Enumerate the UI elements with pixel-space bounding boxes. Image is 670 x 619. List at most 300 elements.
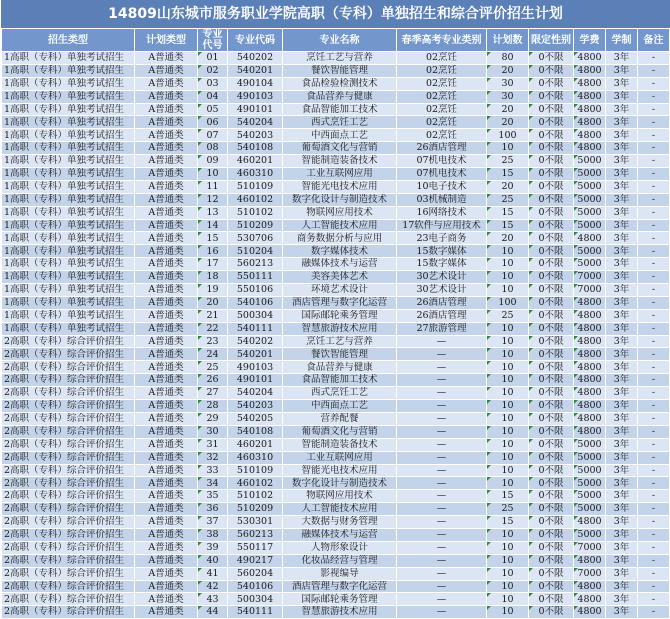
cell-major-code: 540201 xyxy=(228,348,283,361)
cell-plan-count: 10 xyxy=(487,258,529,271)
cell-plan-type: A普通类 xyxy=(135,554,198,567)
cell-major-code: 510102 xyxy=(228,490,283,503)
col-header-tuition: 学费 xyxy=(574,29,606,52)
cell-spring-category: — xyxy=(397,361,487,374)
cell-major-name: 国际邮轮乘务管理 xyxy=(283,309,397,322)
cell-enroll-type: 2高职（专科）综合评价招生 xyxy=(2,541,135,554)
table-row xyxy=(2,296,670,309)
table-row xyxy=(2,219,670,232)
cell-tuition: 4800 xyxy=(574,412,606,425)
cell-major-code: 510109 xyxy=(228,180,283,193)
table-row xyxy=(2,155,670,168)
cell-major-name: 葡萄酒文化与营销 xyxy=(283,142,397,155)
cell-tuition: 4800 xyxy=(574,322,606,335)
cell-major-code: 490103 xyxy=(228,90,283,103)
cell-remark: - xyxy=(638,193,670,206)
cell-remark: - xyxy=(638,129,670,142)
cell-major-name: 物联网应用技术 xyxy=(283,490,397,503)
cell-tuition: 5000 xyxy=(574,219,606,232)
cell-remark: - xyxy=(638,348,670,361)
cell-duration: 3年 xyxy=(606,451,638,464)
cell-major-name: 融媒体技术与运营 xyxy=(283,528,397,541)
col-header-gender: 限定性别 xyxy=(529,29,574,52)
cell-enroll-type: 2高职（专科）综合评价招生 xyxy=(2,412,135,425)
table-row xyxy=(2,193,670,206)
cell-major-no: 21 xyxy=(198,309,228,322)
cell-plan-type: A普通类 xyxy=(135,400,198,413)
cell-duration: 3年 xyxy=(606,400,638,413)
cell-plan-count: 10 xyxy=(487,374,529,387)
cell-gender: 0不限 xyxy=(529,503,574,516)
cell-plan-count: 10 xyxy=(487,245,529,258)
table-row xyxy=(2,387,670,400)
cell-tuition: 7000 xyxy=(574,541,606,554)
cell-major-no: 18 xyxy=(198,271,228,284)
cell-major-code: 530301 xyxy=(228,516,283,529)
cell-spring-category: — xyxy=(397,490,487,503)
cell-plan-type: A普通类 xyxy=(135,258,198,271)
cell-enroll-type: 1高职（专科）单独考试招生 xyxy=(2,129,135,142)
cell-major-name: 物联网应用技术 xyxy=(283,206,397,219)
cell-major-no: 24 xyxy=(198,348,228,361)
col-header-plan-type: 计划类型 xyxy=(135,29,198,52)
cell-plan-count: 20 xyxy=(487,116,529,129)
cell-gender: 0不限 xyxy=(529,77,574,90)
cell-major-code: 510204 xyxy=(228,245,283,258)
cell-enroll-type: 1高职（专科）单独考试招生 xyxy=(2,180,135,193)
cell-enroll-type: 2高职（专科）综合评价招生 xyxy=(2,554,135,567)
cell-major-name: 西式烹饪工艺 xyxy=(283,116,397,129)
cell-tuition: 5000 xyxy=(574,245,606,258)
cell-remark: - xyxy=(638,374,670,387)
cell-major-name: 食品营养与健康 xyxy=(283,361,397,374)
cell-tuition: 4800 xyxy=(574,348,606,361)
cell-tuition: 4800 xyxy=(574,516,606,529)
cell-tuition: 5000 xyxy=(574,490,606,503)
cell-major-code: 550117 xyxy=(228,541,283,554)
cell-plan-type: A普通类 xyxy=(135,193,198,206)
cell-remark: - xyxy=(638,580,670,593)
cell-enroll-type: 1高职（专科）单独考试招生 xyxy=(2,90,135,103)
cell-major-no: 03 xyxy=(198,77,228,90)
table-row xyxy=(2,309,670,322)
cell-spring-category: — xyxy=(397,554,487,567)
cell-major-no: 12 xyxy=(198,193,228,206)
cell-plan-count: 10 xyxy=(487,554,529,567)
table-body xyxy=(2,52,670,619)
cell-major-name: 营养配餐 xyxy=(283,412,397,425)
cell-tuition: 4800 xyxy=(574,554,606,567)
cell-duration: 3年 xyxy=(606,245,638,258)
cell-duration: 3年 xyxy=(606,142,638,155)
cell-spring-category: 02烹饪 xyxy=(397,64,487,77)
cell-enroll-type: 1高职（专科）单独考试招生 xyxy=(2,77,135,90)
cell-plan-count: 100 xyxy=(487,296,529,309)
cell-remark: - xyxy=(638,206,670,219)
cell-duration: 3年 xyxy=(606,271,638,284)
cell-gender: 0不限 xyxy=(529,438,574,451)
table-row xyxy=(2,490,670,503)
cell-plan-count: 20 xyxy=(487,103,529,116)
cell-remark: - xyxy=(638,90,670,103)
cell-plan-type: A普通类 xyxy=(135,606,198,619)
cell-plan-type: A普通类 xyxy=(135,116,198,129)
cell-spring-category: 07机电技术 xyxy=(397,168,487,181)
cell-plan-type: A普通类 xyxy=(135,541,198,554)
cell-gender: 0不限 xyxy=(529,193,574,206)
cell-spring-category: 30艺术设计 xyxy=(397,284,487,297)
table-row xyxy=(2,245,670,258)
cell-enroll-type: 2高职（专科）综合评价招生 xyxy=(2,387,135,400)
cell-plan-type: A普通类 xyxy=(135,490,198,503)
cell-remark: - xyxy=(638,232,670,245)
cell-spring-category: — xyxy=(397,541,487,554)
cell-enroll-type: 1高职（专科）单独考试招生 xyxy=(2,168,135,181)
cell-plan-type: A普通类 xyxy=(135,425,198,438)
cell-tuition: 5000 xyxy=(574,477,606,490)
table-row xyxy=(2,528,670,541)
cell-plan-type: A普通类 xyxy=(135,77,198,90)
cell-major-no: 30 xyxy=(198,425,228,438)
cell-major-no: 41 xyxy=(198,567,228,580)
table-row xyxy=(2,180,670,193)
cell-plan-type: A普通类 xyxy=(135,374,198,387)
cell-tuition: 5000 xyxy=(574,193,606,206)
cell-major-no: 31 xyxy=(198,438,228,451)
cell-major-no: 05 xyxy=(198,103,228,116)
cell-gender: 0不限 xyxy=(529,232,574,245)
cell-major-code: 510209 xyxy=(228,219,283,232)
cell-spring-category: — xyxy=(397,400,487,413)
cell-tuition: 7000 xyxy=(574,284,606,297)
cell-tuition: 4800 xyxy=(574,77,606,90)
cell-major-code: 540111 xyxy=(228,322,283,335)
table-row xyxy=(2,90,670,103)
cell-remark: - xyxy=(638,116,670,129)
cell-plan-count: 10 xyxy=(487,335,529,348)
cell-major-no: 36 xyxy=(198,503,228,516)
cell-duration: 3年 xyxy=(606,412,638,425)
cell-enroll-type: 2高职（专科）综合评价招生 xyxy=(2,438,135,451)
cell-major-no: 09 xyxy=(198,155,228,168)
table-row xyxy=(2,412,670,425)
cell-plan-count: 10 xyxy=(487,361,529,374)
cell-tuition: 4800 xyxy=(574,103,606,116)
cell-major-no: 38 xyxy=(198,528,228,541)
table-row xyxy=(2,451,670,464)
cell-remark: - xyxy=(638,155,670,168)
cell-plan-type: A普通类 xyxy=(135,593,198,606)
cell-plan-count: 20 xyxy=(487,232,529,245)
cell-plan-count: 80 xyxy=(487,52,529,65)
cell-plan-type: A普通类 xyxy=(135,451,198,464)
cell-spring-category: 30艺术设计 xyxy=(397,271,487,284)
cell-major-name: 商务数据分析与应用 xyxy=(283,232,397,245)
cell-gender: 0不限 xyxy=(529,142,574,155)
cell-tuition: 4800 xyxy=(574,296,606,309)
cell-duration: 3年 xyxy=(606,387,638,400)
cell-duration: 3年 xyxy=(606,284,638,297)
cell-remark: - xyxy=(638,180,670,193)
cell-spring-category: 07机电技术 xyxy=(397,155,487,168)
cell-spring-category: — xyxy=(397,451,487,464)
cell-spring-category: — xyxy=(397,606,487,619)
cell-enroll-type: 1高职（专科）单独考试招生 xyxy=(2,245,135,258)
table-row xyxy=(2,580,670,593)
enrollment-plan-table xyxy=(1,0,670,619)
cell-spring-category: 02烹饪 xyxy=(397,77,487,90)
cell-major-no: 43 xyxy=(198,593,228,606)
cell-spring-category: 10电子技术 xyxy=(397,180,487,193)
cell-duration: 3年 xyxy=(606,567,638,580)
table-row xyxy=(2,567,670,580)
cell-major-no: 23 xyxy=(198,335,228,348)
cell-major-code: 540204 xyxy=(228,387,283,400)
cell-plan-count: 30 xyxy=(487,77,529,90)
table-row xyxy=(2,232,670,245)
cell-gender: 0不限 xyxy=(529,180,574,193)
cell-spring-category: 26酒店管理 xyxy=(397,309,487,322)
cell-plan-type: A普通类 xyxy=(135,90,198,103)
cell-gender: 0不限 xyxy=(529,309,574,322)
cell-enroll-type: 1高职（专科）单独考试招生 xyxy=(2,103,135,116)
cell-plan-type: A普通类 xyxy=(135,64,198,77)
cell-duration: 3年 xyxy=(606,425,638,438)
cell-spring-category: — xyxy=(397,425,487,438)
cell-duration: 3年 xyxy=(606,593,638,606)
table-title: 14809山东城市服务职业学院高职（专科）单独招生和综合评价招生计划 xyxy=(1,0,670,28)
cell-major-code: 540106 xyxy=(228,296,283,309)
cell-major-no: 14 xyxy=(198,219,228,232)
cell-gender: 0不限 xyxy=(529,425,574,438)
cell-gender: 0不限 xyxy=(529,116,574,129)
cell-enroll-type: 1高职（专科）单独考试招生 xyxy=(2,155,135,168)
cell-gender: 0不限 xyxy=(529,490,574,503)
table-row xyxy=(2,348,670,361)
table-row xyxy=(2,322,670,335)
cell-remark: - xyxy=(638,400,670,413)
cell-gender: 0不限 xyxy=(529,528,574,541)
cell-remark: - xyxy=(638,593,670,606)
cell-plan-type: A普通类 xyxy=(135,567,198,580)
cell-gender: 0不限 xyxy=(529,52,574,65)
cell-plan-count: 10 xyxy=(487,412,529,425)
cell-tuition: 4800 xyxy=(574,52,606,65)
cell-remark: - xyxy=(638,284,670,297)
header-row xyxy=(2,29,670,52)
cell-plan-count: 20 xyxy=(487,64,529,77)
cell-spring-category: 02烹饪 xyxy=(397,116,487,129)
cell-plan-type: A普通类 xyxy=(135,245,198,258)
cell-remark: - xyxy=(638,516,670,529)
cell-enroll-type: 1高职（专科）单独考试招生 xyxy=(2,206,135,219)
cell-major-no: 17 xyxy=(198,258,228,271)
cell-duration: 3年 xyxy=(606,516,638,529)
cell-remark: - xyxy=(638,309,670,322)
cell-gender: 0不限 xyxy=(529,335,574,348)
cell-spring-category: 02烹饪 xyxy=(397,52,487,65)
cell-major-code: 550111 xyxy=(228,271,283,284)
cell-plan-count: 10 xyxy=(487,593,529,606)
cell-tuition: 4800 xyxy=(574,232,606,245)
cell-enroll-type: 2高职（专科）综合评价招生 xyxy=(2,425,135,438)
cell-gender: 0不限 xyxy=(529,90,574,103)
cell-major-code: 460310 xyxy=(228,451,283,464)
cell-spring-category: — xyxy=(397,593,487,606)
cell-gender: 0不限 xyxy=(529,593,574,606)
cell-major-name: 酒店管理与数字化运营 xyxy=(283,296,397,309)
cell-plan-count: 25 xyxy=(487,503,529,516)
cell-tuition: 5000 xyxy=(574,258,606,271)
cell-major-code: 540108 xyxy=(228,425,283,438)
cell-major-name: 影视编导 xyxy=(283,567,397,580)
cell-major-code: 540203 xyxy=(228,400,283,413)
cell-major-name: 数字化设计与制造技术 xyxy=(283,477,397,490)
cell-gender: 0不限 xyxy=(529,284,574,297)
cell-gender: 0不限 xyxy=(529,412,574,425)
cell-major-name: 中西面点工艺 xyxy=(283,129,397,142)
cell-gender: 0不限 xyxy=(529,464,574,477)
cell-major-code: 490101 xyxy=(228,374,283,387)
cell-remark: - xyxy=(638,168,670,181)
cell-major-name: 食品智能加工技术 xyxy=(283,374,397,387)
cell-plan-type: A普通类 xyxy=(135,464,198,477)
cell-remark: - xyxy=(638,219,670,232)
cell-gender: 0不限 xyxy=(529,155,574,168)
cell-remark: - xyxy=(638,77,670,90)
cell-enroll-type: 2高职（专科）综合评价招生 xyxy=(2,451,135,464)
table-row xyxy=(2,400,670,413)
cell-enroll-type: 1高职（专科）单独考试招生 xyxy=(2,116,135,129)
cell-enroll-type: 1高职（专科）单独考试招生 xyxy=(2,232,135,245)
cell-enroll-type: 2高职（专科）综合评价招生 xyxy=(2,490,135,503)
cell-plan-type: A普通类 xyxy=(135,232,198,245)
cell-major-code: 540111 xyxy=(228,606,283,619)
cell-spring-category: 03机械制造 xyxy=(397,193,487,206)
cell-major-code: 510109 xyxy=(228,464,283,477)
table-row xyxy=(2,554,670,567)
cell-spring-category: 26酒店管理 xyxy=(397,142,487,155)
cell-tuition: 5000 xyxy=(574,528,606,541)
col-header-spring-category: 春季高考专业类别 xyxy=(397,29,487,52)
cell-spring-category: — xyxy=(397,335,487,348)
cell-tuition: 5000 xyxy=(574,503,606,516)
cell-plan-count: 10 xyxy=(487,400,529,413)
cell-major-name: 融媒体技术与运营 xyxy=(283,258,397,271)
cell-enroll-type: 2高职（专科）综合评价招生 xyxy=(2,400,135,413)
cell-plan-type: A普通类 xyxy=(135,219,198,232)
cell-plan-count: 15 xyxy=(487,490,529,503)
cell-gender: 0不限 xyxy=(529,168,574,181)
cell-tuition: 4800 xyxy=(574,361,606,374)
cell-spring-category: — xyxy=(397,477,487,490)
cell-gender: 0不限 xyxy=(529,567,574,580)
cell-plan-count: 10 xyxy=(487,451,529,464)
table-row xyxy=(2,142,670,155)
table-row xyxy=(2,52,670,65)
cell-duration: 3年 xyxy=(606,206,638,219)
cell-major-no: 11 xyxy=(198,180,228,193)
cell-duration: 3年 xyxy=(606,374,638,387)
cell-plan-type: A普通类 xyxy=(135,477,198,490)
cell-plan-type: A普通类 xyxy=(135,168,198,181)
cell-duration: 3年 xyxy=(606,258,638,271)
cell-gender: 0不限 xyxy=(529,245,574,258)
cell-major-code: 490217 xyxy=(228,554,283,567)
cell-remark: - xyxy=(638,412,670,425)
cell-major-code: 540204 xyxy=(228,116,283,129)
cell-tuition: 4800 xyxy=(574,116,606,129)
cell-spring-category: 26酒店管理 xyxy=(397,296,487,309)
cell-enroll-type: 2高职（专科）综合评价招生 xyxy=(2,580,135,593)
cell-major-name: 大数据与财务管理 xyxy=(283,516,397,529)
cell-plan-count: 10 xyxy=(487,425,529,438)
cell-tuition: 4800 xyxy=(574,64,606,77)
cell-major-no: 27 xyxy=(198,387,228,400)
cell-spring-category: — xyxy=(397,567,487,580)
cell-major-no: 32 xyxy=(198,451,228,464)
cell-remark: - xyxy=(638,387,670,400)
cell-duration: 3年 xyxy=(606,129,638,142)
cell-major-code: 490103 xyxy=(228,361,283,374)
table-row xyxy=(2,103,670,116)
cell-major-name: 酒店管理与数字化运营 xyxy=(283,580,397,593)
cell-duration: 3年 xyxy=(606,606,638,619)
table-row xyxy=(2,335,670,348)
cell-plan-type: A普通类 xyxy=(135,155,198,168)
cell-remark: - xyxy=(638,477,670,490)
cell-remark: - xyxy=(638,64,670,77)
cell-enroll-type: 2高职（专科）综合评价招生 xyxy=(2,567,135,580)
cell-tuition: 7000 xyxy=(574,567,606,580)
cell-enroll-type: 2高职（专科）综合评价招生 xyxy=(2,593,135,606)
cell-major-no: 28 xyxy=(198,400,228,413)
cell-duration: 3年 xyxy=(606,438,638,451)
cell-duration: 3年 xyxy=(606,348,638,361)
cell-enroll-type: 2高职（专科）综合评价招生 xyxy=(2,348,135,361)
cell-plan-count: 10 xyxy=(487,464,529,477)
cell-enroll-type: 1高职（专科）单独考试招生 xyxy=(2,219,135,232)
cell-plan-type: A普通类 xyxy=(135,271,198,284)
col-header-major-no: 专业代号 xyxy=(198,29,228,52)
cell-major-code: 530706 xyxy=(228,232,283,245)
table-row xyxy=(2,374,670,387)
cell-tuition: 4800 xyxy=(574,129,606,142)
cell-major-code: 460102 xyxy=(228,477,283,490)
table-row xyxy=(2,464,670,477)
cell-tuition: 4800 xyxy=(574,400,606,413)
cell-gender: 0不限 xyxy=(529,322,574,335)
table-row xyxy=(2,541,670,554)
col-header-enroll-type: 招生类型 xyxy=(2,29,135,52)
cell-plan-type: A普通类 xyxy=(135,503,198,516)
cell-tuition: 4800 xyxy=(574,142,606,155)
cell-gender: 0不限 xyxy=(529,554,574,567)
cell-major-name: 智能制造装备技术 xyxy=(283,438,397,451)
cell-major-code: 560213 xyxy=(228,528,283,541)
cell-spring-category: — xyxy=(397,438,487,451)
table-row xyxy=(2,129,670,142)
cell-major-no: 19 xyxy=(198,284,228,297)
cell-major-no: 07 xyxy=(198,129,228,142)
cell-remark: - xyxy=(638,503,670,516)
cell-major-code: 500304 xyxy=(228,593,283,606)
cell-remark: - xyxy=(638,271,670,284)
cell-major-code: 510209 xyxy=(228,503,283,516)
cell-remark: - xyxy=(638,425,670,438)
cell-duration: 3年 xyxy=(606,180,638,193)
cell-remark: - xyxy=(638,606,670,619)
